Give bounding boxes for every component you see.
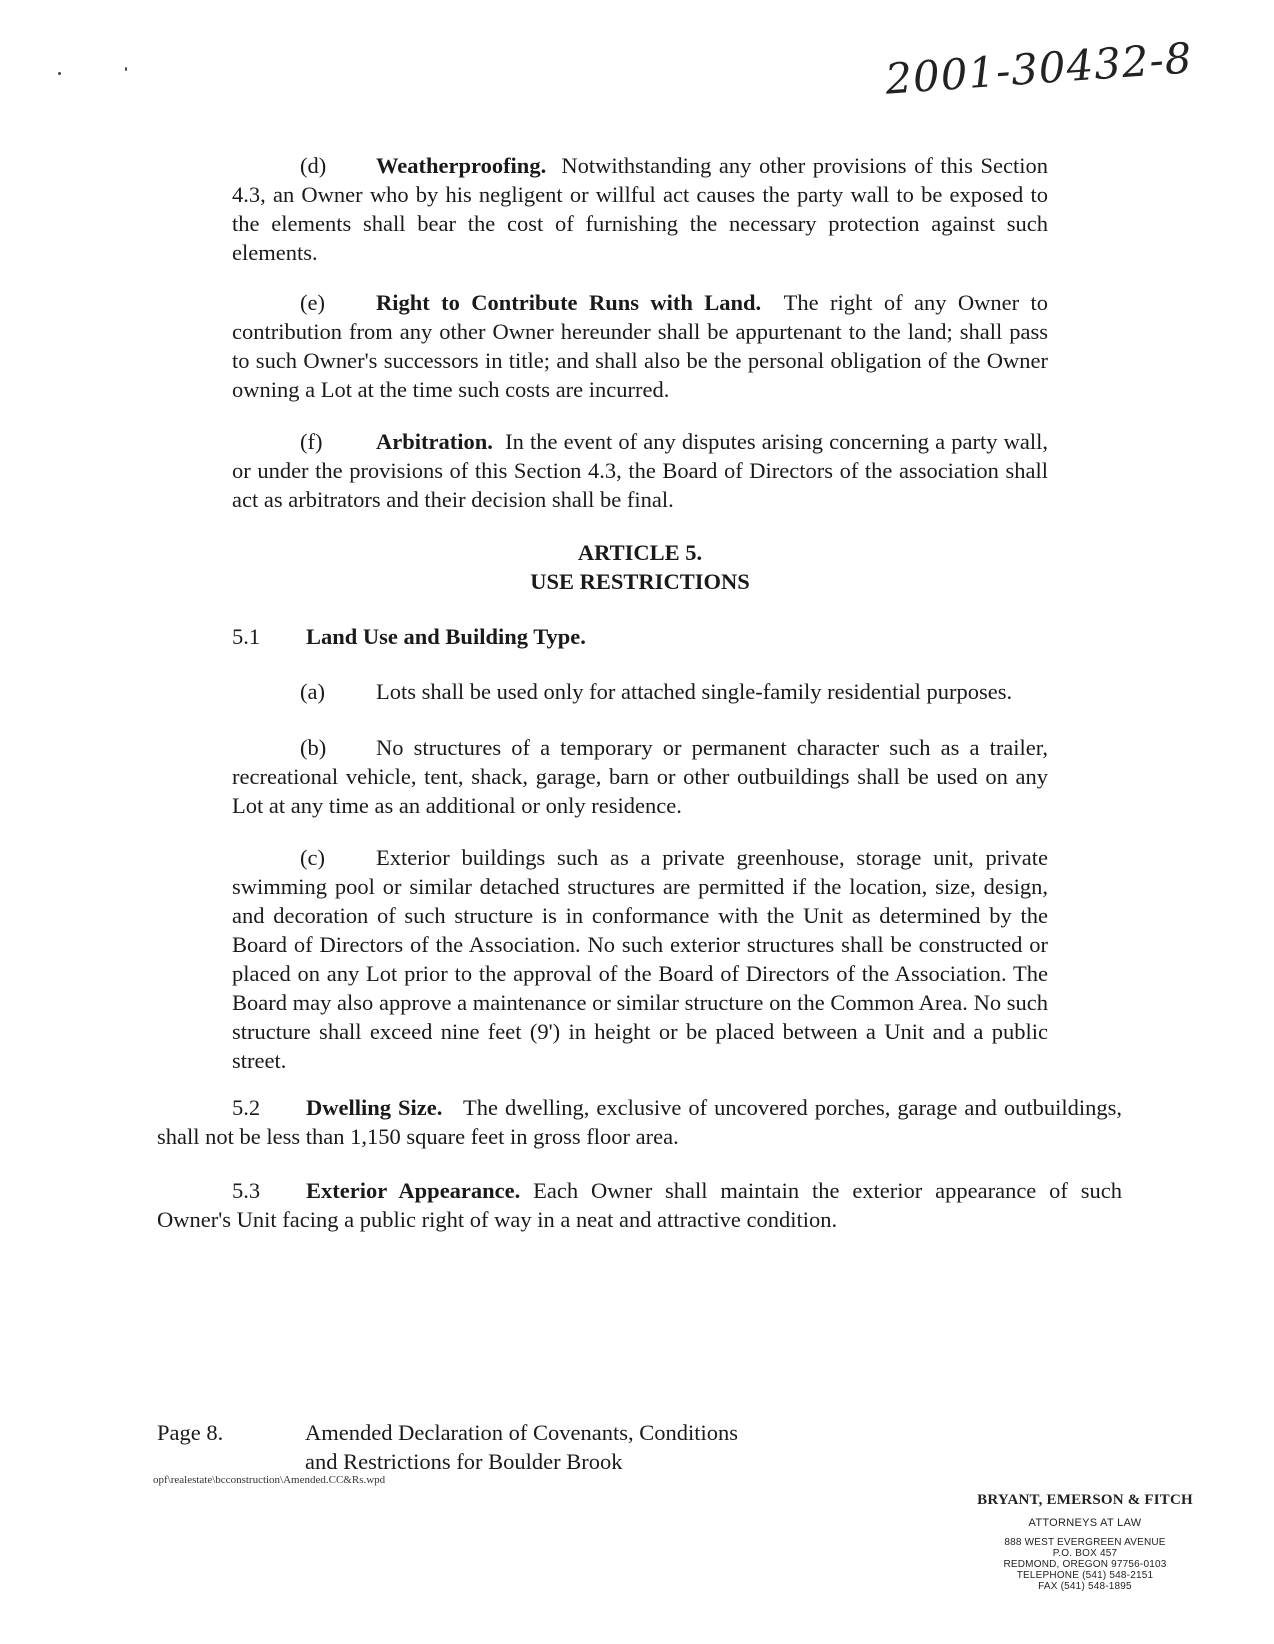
firm-telephone: TELEPHONE (541) 548-2151: [1016, 1570, 1154, 1581]
paragraph-d: [232, 151, 1048, 267]
scan-speck: [125, 67, 127, 71]
article-number: ARTICLE 5.: [577, 540, 703, 565]
paragraph-text: In the event of any disputes arising concerning a party wall, or under the provisions of this Section 4.3, the Board of Directors of the association shall act as arbitrators and their decision shall be final.: [232, 429, 1048, 512]
section-heading: Dwelling Size.: [306, 1095, 443, 1120]
page-footer: [157, 1418, 738, 1476]
paragraph-5-1-c: [232, 843, 1048, 1075]
law-firm-block: [960, 1492, 1210, 1592]
section-text: Each Owner shall maintain the exterior appearance of such Owner's Unit facing a public right of way in a neat and attractive condition.: [157, 1178, 1122, 1232]
firm-address-line: REDMOND, OREGON 97756-0103: [1003, 1559, 1167, 1570]
section-text: The dwelling, exclusive of uncovered porches, garage and outbuildings, shall not be less than 1,150 square feet in gross floor area.: [157, 1095, 1122, 1149]
section-heading: Exterior Appearance.: [306, 1178, 521, 1203]
paragraph-label: (f): [300, 429, 323, 454]
paragraph-label: (b): [300, 735, 327, 760]
file-path: opf\realestate\bcconstruction\Amended.CC&Rs.wpd: [153, 1474, 386, 1486]
section-5-3: [157, 1176, 1122, 1234]
page-number: Page 8.: [157, 1420, 224, 1445]
paragraph-text: Notwithstanding any other provisions of this Section 4.3, an Owner who by his negligent or willful act causes the party wall to be exposed to the elements shall bear the cost of furnishing the necessary protection against such elements.: [232, 153, 1049, 265]
document-title: [305, 1418, 738, 1476]
paragraph-text: Lots shall be used only for attached single-family residential purposes.: [376, 679, 1013, 704]
paragraph-text: Exterior buildings such as a private greenhouse, storage unit, private swimming pool or similar detached structures are permitted if the location, size, design, and decoration of such structure is in conformance with the Unit as determined by the Board of Directors of the Association. No such exterior structures shall be constructed or placed on any Lot prior to the approval of the Board of Directors of the Association. The Board may also approve a maintenance or similar structure on the Common Area. No such structure shall exceed nine feet (9') in height or be placed between a Unit and a public street.: [232, 845, 1048, 1073]
paragraph-heading: Weatherproofing.: [376, 153, 547, 178]
paragraph-text: No structures of a temporary or permanent character such as a trailer, recreational vehicle, tent, shack, garage, barn or other outbuildings shall be used on any Lot at any time as an additional or only residence.: [232, 735, 1048, 818]
paragraph-e: [232, 288, 1048, 404]
section-5-1-heading: [232, 622, 586, 651]
firm-fax: FAX (541) 548-1895: [1038, 1581, 1132, 1592]
firm-address-line: P.O. BOX 457: [1052, 1548, 1118, 1559]
paragraph-5-1-a: [232, 677, 1048, 706]
paragraph-label: (a): [300, 679, 325, 704]
paragraph-heading: Arbitration.: [376, 429, 493, 454]
paragraph-label: (c): [300, 845, 325, 870]
firm-subtitle: ATTORNEYS AT LAW: [1028, 1517, 1142, 1529]
document-title-line-1: Amended Declaration of Covenants, Conditions: [305, 1420, 739, 1445]
firm-name: BRYANT, EMERSON & FITCH: [977, 1492, 1193, 1508]
firm-address-line: 888 WEST EVERGREEN AVENUE: [1004, 1537, 1166, 1548]
paragraph-5-1-b: [232, 733, 1048, 820]
paragraph-f: [232, 427, 1048, 514]
document-title-line-2: and Restrictions for Boulder Brook: [305, 1449, 623, 1474]
section-number: 5.2: [232, 1095, 261, 1120]
article-title: USE RESTRICTIONS: [530, 569, 750, 594]
paragraph-heading: Right to Contribute Runs with Land.: [376, 290, 762, 315]
section-5-2: [157, 1093, 1122, 1151]
section-heading: Land Use and Building Type.: [306, 624, 586, 649]
section-number: 5.3: [232, 1178, 261, 1203]
handwritten-recording-number: 2001-30432-8: [883, 33, 1194, 104]
paragraph-text: The right of any Owner to contribution from any other Owner hereunder shall be appurtenant to the land; shall pass to such Owner's successors in title; and shall also be the personal obligation of the Owner owning a Lot at the time such costs are incurred.: [232, 290, 1048, 402]
paragraph-label: (d): [300, 153, 327, 178]
section-number: 5.1: [232, 624, 261, 649]
firm-address: [960, 1537, 1210, 1592]
scan-speck: [58, 72, 61, 75]
paragraph-label: (e): [300, 290, 325, 315]
